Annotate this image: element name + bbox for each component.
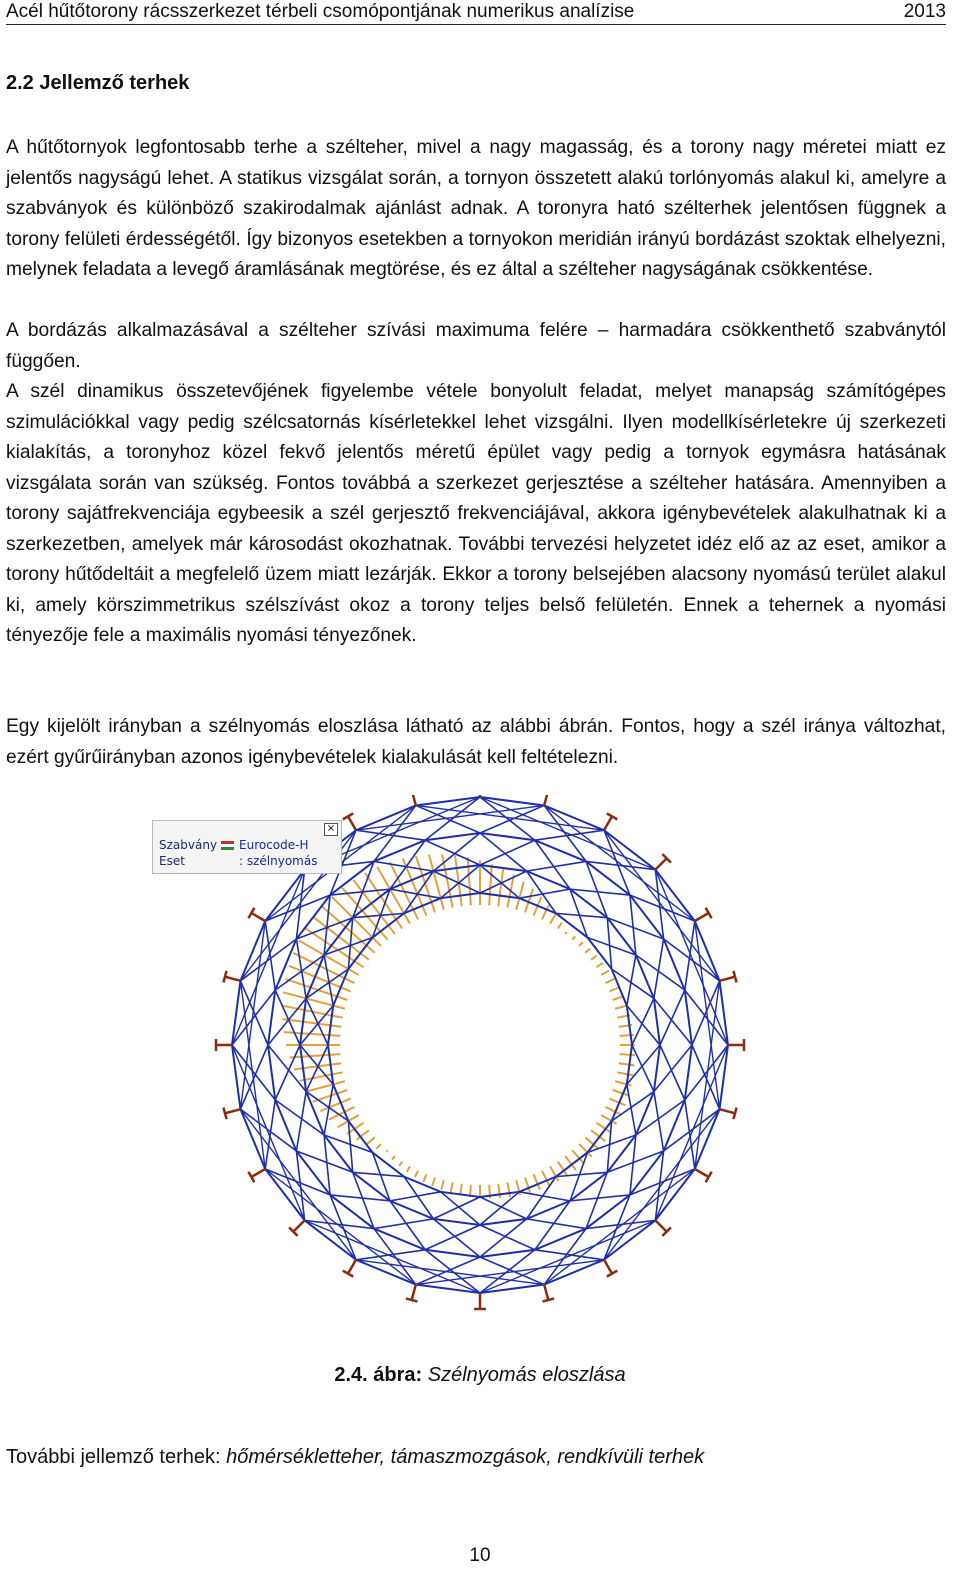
lattice-member [630,895,636,955]
lattice-member [607,1121,611,1172]
lattice-member [480,840,535,865]
support-marker [251,913,265,921]
support-marker [655,1220,666,1231]
support-marker [225,1109,240,1113]
lattice-member [570,889,630,895]
lattice-member [632,1045,654,1092]
load-arrow [407,1166,410,1171]
load-arrow [613,1090,629,1095]
header-title: Acél hűtőtorony rácsszerkezet térbeli csomópontjának numerikus analízise [6,1,635,22]
lattice-member [660,990,685,1045]
section-heading: 2.2 Jellemző terhek [6,72,190,94]
lattice-member [275,1045,300,1100]
star-member [480,1220,655,1293]
figure-caption [0,1364,960,1387]
lattice-member [425,840,480,865]
load-arrow [285,979,347,1000]
load-arrow [306,1081,345,1091]
load-arrow [489,864,492,905]
other-loads-items: hőmérsékletteher, támaszmozgások, rendkívüli terhek [226,1446,705,1468]
support-marker [695,1169,709,1177]
load-arrow [619,1063,635,1065]
star-member [232,1045,305,1220]
load-arrow [423,1174,426,1181]
load-arrow [451,1182,453,1192]
lattice-member [275,990,300,1045]
support-marker [604,1260,612,1274]
load-arrow [550,914,556,924]
star-member [305,1220,480,1293]
load-arrow [572,936,575,939]
load-arrow [613,996,624,1000]
load-arrow [498,1184,500,1198]
lattice-member [433,1197,480,1219]
load-arrow [601,971,609,975]
star-member [655,1045,728,1220]
load-arrow [299,1072,342,1081]
other-loads-line [6,1446,704,1469]
lattice-member [556,913,607,917]
load-arrow [468,857,471,905]
support-marker [406,1298,418,1301]
lattice-member [660,1045,685,1100]
caption-text: Szélnyomás eloszlása [427,1364,626,1386]
lattice-member [324,1135,330,1195]
paragraph-2: A bordázás alkalmazásával a szélteher szívási maximuma felére – harmadára csökkenthető szabványtól függően. [6,320,946,372]
support-marker [695,913,709,921]
lattice-member [556,1172,607,1176]
load-arrow [525,1178,530,1193]
lattice-member [480,1225,535,1250]
legend-case-value: : szélnyomás [239,854,318,868]
header-year: 2013 [903,1,946,22]
support-marker [720,1109,735,1113]
lattice-member [632,998,654,1045]
star-member [240,1109,356,1260]
load-arrow [290,1054,341,1057]
load-arrow [507,1182,510,1197]
support-marker [733,971,736,983]
star-member [480,797,655,870]
load-arrow [441,1180,444,1189]
legend-standard-label: Szabvány [159,838,218,852]
support-marker [544,1285,548,1300]
lattice-member [630,1135,636,1195]
page-number: 10 [469,1545,491,1566]
star-member [232,870,305,1045]
lattice-member [607,918,611,969]
legend-row-standard [159,838,335,854]
load-arrow [415,1171,418,1177]
load-arrow [542,1171,549,1186]
support-marker [543,1298,555,1301]
load-arrow [591,955,597,959]
page-header [6,0,946,25]
lattice-member [570,1195,630,1201]
support-marker [348,1260,356,1274]
lattice-member [330,1195,390,1201]
load-arrow [284,1032,341,1036]
support-marker [251,1169,265,1177]
star-member [604,1109,720,1260]
load-arrow [617,1072,633,1075]
support-marker [348,816,356,830]
support-marker [223,971,226,983]
load-arrow [558,923,562,929]
support-marker [544,795,548,805]
caption-number: 2.4. ábra: [334,1364,423,1386]
lattice-member [425,1225,480,1250]
load-arrow [585,949,590,953]
support-marker [223,1108,226,1120]
star-member [265,1169,416,1285]
star-member [604,830,720,981]
legend-row-case [159,854,335,870]
load-arrow [392,1156,395,1160]
support-marker [655,858,666,869]
paragraph-1: A hűtőtornyok legfontosabb terhe a szélteher, mivel a nagy magasság, és a torony nagy méretei miatt ez jelentős nagyságú lehet. A statikus vizsgálat során, a tornyon összetett alakú torlónyomás alakul ki, amelyre a szabványok és különböző szakirodalmak ajánlást adnak. A toronyra ható szélterhek jelentősen függnek a torony felületi érdességétől. Így bizonyos esetekben a tornyokon meridián irányú bordázást szoktak elhelyezni, melynek feladata a levegő áramlásának megtörése, és ez által a szélteher nagyságának csökkentése. [6,137,946,280]
star-member [544,1169,695,1285]
paragraph-3: A szél dinamikus összetevőjének figyelembe vétele bonyolult feladat, melyet manapság számítógépes szimulációkkal vagy pedig szélcsatornás kísérletekkel lehet vizsgálni. Ilyen modellkísérletekre új szerkezeti kialakítás, a toronyhoz közel fekvő jelentős méretű épület vagy pedig a tornyok egymásra hatásának vizsgálata során van szükség. Fontos továbbá a szerkezet gerjesztése a szélteher hatására. Amennyiben a torony sajátfrekvenciája egybeesik a szél gerjesztő frekvenciájával, akkora igénybevételek alakulhatnak ki a szerkezetben, amelyek már károsodást okozhatnak. További tervezési helyzetet idéz elő az az eset, amikor a torony hűtődeltáit a megfelelő üzem miatt lezárják. Ekkor a torony belsejében alacsony nyomású terület alakul ki, amely körszimmetrikus szélszívást okoz a torony teljes belső felületén. Ennek a tehernek a nyomási tényezője fele a maximális nyomási tényezőnek. [6,381,946,646]
support-marker [412,795,416,805]
close-icon[interactable]: × [324,823,338,836]
lattice-member [480,1197,527,1219]
support-marker [733,1108,736,1120]
load-arrow [609,987,619,991]
star-member [544,805,695,921]
figure-legend-box [152,820,342,874]
load-arrow [399,1161,402,1166]
legend-case-label: Eset [159,854,185,868]
load-arrow [609,1099,625,1106]
other-loads-label: További jellemző terhek: [6,1446,221,1468]
support-marker [412,1285,416,1300]
load-arrow [579,942,583,946]
hungarian-flag-icon [221,841,234,850]
load-arrow [565,932,567,934]
paragraph-4: Egy kijelölt irányban a szélnyomás eloszlása látható az alábbi ábrán. Fontos, hogy a szél iránya változhat, ezért gyűrűirányban azonos igénybevételek kialakulását kell feltételezni. [6,716,946,768]
load-arrow [606,1107,622,1115]
wind-pressure-figure [130,795,830,1355]
support-marker [720,977,735,981]
load-arrow [620,1054,635,1055]
load-arrow [366,1137,374,1144]
star-member [655,870,728,1045]
load-arrow [376,1144,381,1149]
support-marker [225,977,240,981]
load-arrow [596,963,603,967]
support-marker [604,816,612,830]
load-arrow [498,869,503,906]
load-arrow [615,1006,627,1009]
legend-standard-value: Eurocode-H [239,838,309,852]
load-arrow [386,1150,387,1152]
lattice-member [348,1121,352,1172]
load-arrow [606,979,615,983]
lattice-member [353,1172,404,1176]
load-arrow [432,1178,435,1187]
load-arrow [534,1174,540,1189]
load-arrow [329,1107,355,1120]
support-marker [293,1220,304,1231]
